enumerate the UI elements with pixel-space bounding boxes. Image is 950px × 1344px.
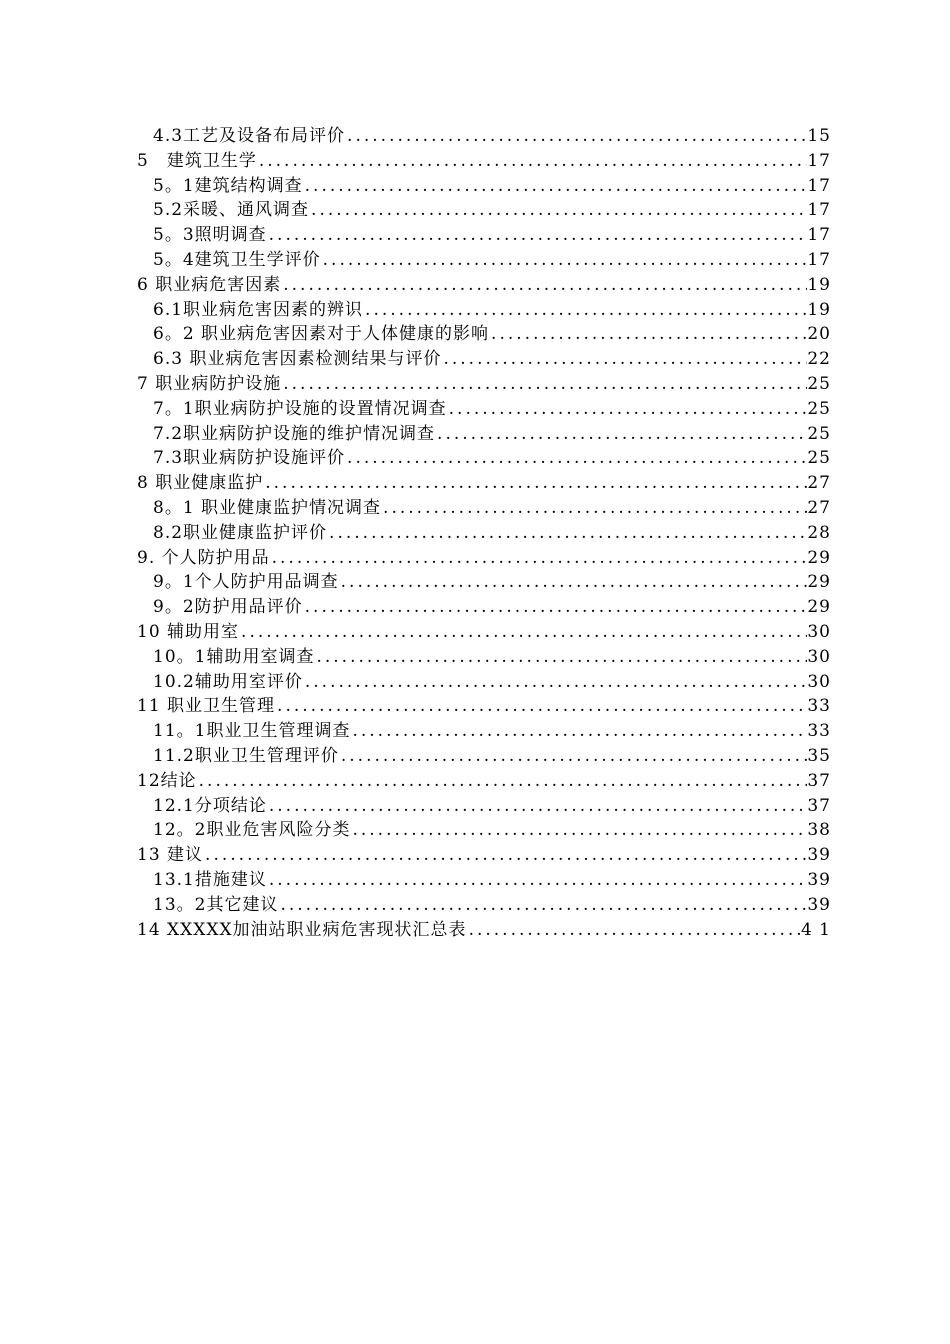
toc-entry-label: 7。1职业病防护设施的设置情况调查 [153,398,447,419]
toc-entry-page-number: 17 [807,175,831,196]
toc-entry-page-number: 30 [807,671,831,692]
toc-entry-page-number: 39 [807,894,831,915]
toc-dot-leader [350,818,807,843]
toc-entry-label: 13.1措施建议 [153,869,267,890]
toc-dot-leader [270,546,808,571]
toc-entry-label: 12结论 [137,770,197,791]
toc-dot-leader [275,694,807,719]
toc-entry-label: 10 辅助用室 [137,621,240,642]
toc-entry[interactable] [137,397,831,422]
toc-dot-leader [281,273,807,298]
toc-entry[interactable] [137,670,831,695]
toc-entry-page-number: 30 [807,646,831,667]
toc-entry-label: 6 职业病危害因素 [137,274,282,295]
toc-entry-label: 5。4建筑卫生学评价 [153,249,321,270]
toc-entry[interactable] [137,496,831,521]
toc-entry-label: 8.2职业健康监护评价 [153,522,328,543]
toc-entry[interactable] [137,124,831,149]
toc-entry-label: 5。1建筑结构调查 [153,175,303,196]
toc-entry-label: 6。2 职业病危害因素对于人体健康的影响 [153,324,490,345]
toc-entry[interactable] [137,372,831,397]
toc-entry-page-number: 28 [807,522,831,543]
toc-entry-label: 13 建议 [137,845,204,866]
toc-entry-label: 12。2职业危害风险分类 [153,820,351,841]
toc-entry[interactable] [137,645,831,670]
toc-entry-label: 7.3职业病防护设施评价 [153,448,346,469]
toc-dot-leader [435,422,807,447]
toc-entry-page-number: 19 [807,299,831,320]
toc-entry-page-number: 29 [807,547,831,568]
toc-dot-leader [267,223,808,248]
toc-dot-leader [239,620,807,645]
toc-entry-label: 7.2职业病防护设施的维护情况调查 [153,423,436,444]
toc-entry-label: 11 职业卫生管理 [137,696,276,717]
toc-entry[interactable] [137,694,831,719]
toc-dot-leader [381,496,807,521]
toc-entry-page-number: 30 [807,621,831,642]
toc-entry-page-number: 20 [807,324,831,345]
toc-entry-label: 5.2采暖、通风调查 [153,200,310,221]
toc-entry-page-number: 17 [807,225,831,246]
toc-entry-page-number: 19 [807,274,831,295]
toc-entry[interactable] [137,843,831,868]
toc-entry-label: 13。2其它建议 [153,894,279,915]
toc-entry-label: 11.2职业卫生管理评价 [153,745,339,766]
toc-entry[interactable] [137,446,831,471]
toc-entry-label: 6.1职业病危害因素的辨识 [153,299,364,320]
toc-entry[interactable] [137,149,831,174]
toc-entry-label: 6.3 职业病危害因素检测结果与评价 [153,349,442,370]
toc-dot-leader [350,719,807,744]
toc-entry-label: 4.3工艺及设备布局评价 [153,126,346,146]
toc-entry-page-number: 25 [807,448,831,469]
toc-entry[interactable] [137,794,831,819]
toc-dot-leader [281,372,807,397]
toc-dot-leader [309,198,807,223]
toc-entry-page-number: 25 [807,398,831,419]
toc-entry-page-number: 29 [807,572,831,593]
toc-dot-leader [327,521,807,546]
toc-dot-leader [441,347,807,372]
toc-entry-page-number: 33 [807,696,831,717]
toc-entry[interactable] [137,620,831,645]
toc-entry[interactable] [137,273,831,298]
toc-entry-page-number: 37 [807,795,831,816]
toc-entry-label: 14 XXXXX加油站职业病危害现状汇总表 [137,919,467,940]
toc-entry[interactable] [137,471,831,496]
toc-entry-label: 9。2防护用品评价 [153,597,303,618]
toc-entry[interactable] [137,570,831,595]
toc-entry[interactable] [137,198,831,223]
toc-entry-page-number: 38 [807,820,831,841]
toc-dot-leader [447,397,808,422]
toc-entry[interactable] [137,719,831,744]
toc-entry[interactable] [137,298,831,323]
toc-dot-leader [345,124,807,149]
toc-entry-label: 9. 个人防护用品 [137,547,270,568]
toc-dot-leader [321,248,808,273]
toc-entry-page-number: 17 [807,150,831,171]
toc-dot-leader [263,471,807,496]
toc-dot-leader [197,769,808,794]
toc-entry-page-number: 25 [807,373,831,394]
toc-entry-page-number: 4 1 [800,919,831,940]
toc-entry[interactable] [137,893,831,918]
toc-entry[interactable] [137,174,831,199]
toc-dot-leader [303,670,808,695]
toc-dot-leader [339,570,808,595]
toc-entry-page-number: 22 [807,349,831,370]
toc-dot-leader [339,744,808,769]
toc-entry[interactable] [137,818,831,843]
toc-entry-label: 7 职业病防护设施 [137,373,282,394]
toc-entry-page-number: 15 [807,126,831,146]
toc-entry-label: 9。1个人防护用品调查 [153,572,339,593]
toc-dot-leader [267,868,808,893]
toc-entry[interactable] [137,521,831,546]
toc-entry[interactable] [137,868,831,893]
toc-entry-page-number: 39 [807,869,831,890]
toc-entry[interactable] [137,223,831,248]
toc-dot-leader [303,174,808,199]
toc-entry[interactable] [137,595,831,620]
toc-entry-label: 11。1职业卫生管理调查 [153,721,351,742]
toc-entry-page-number: 37 [807,770,831,791]
toc-entry-page-number: 29 [807,597,831,618]
toc-entry[interactable] [137,769,831,794]
toc-entry-label: 5 建筑卫生学 [137,150,257,171]
toc-entry[interactable] [137,422,831,447]
toc-entry-page-number: 17 [807,200,831,221]
toc-entry-label: 10.2辅助用室评价 [153,671,303,692]
toc-entry-label: 10。1辅助用室调查 [153,646,315,667]
toc-entry[interactable] [137,322,831,347]
toc-entry[interactable] [137,744,831,769]
toc-dot-leader [267,794,808,819]
toc-entry-label: 5。3照明调查 [153,225,267,246]
toc-entry[interactable] [137,546,831,571]
toc-entry-label: 8。1 职业健康监护情况调查 [153,497,382,518]
toc-entry-page-number: 17 [807,249,831,270]
toc-dot-leader [363,298,807,323]
toc-entry-page-number: 27 [807,473,831,494]
toc-entry-page-number: 25 [807,423,831,444]
toc-dot-leader [467,918,801,943]
toc-entry-page-number: 33 [807,721,831,742]
toc-entry-label: 8 职业健康监护 [137,473,264,494]
toc-dot-leader [314,645,807,670]
toc-dot-leader [203,843,807,868]
toc-dot-leader [345,446,807,471]
toc-dot-leader [278,893,807,918]
toc-entry[interactable] [137,248,831,273]
toc-entry[interactable] [137,918,831,943]
toc-dot-leader [257,149,808,174]
toc-dot-leader [489,322,807,347]
toc-entry-page-number: 27 [807,497,831,518]
toc-entry-page-number: 39 [807,845,831,866]
table-of-contents [137,124,831,942]
toc-entry-label: 12.1分项结论 [153,795,267,816]
toc-entry-page-number: 35 [807,745,831,766]
toc-dot-leader [303,595,808,620]
toc-entry[interactable] [137,347,831,372]
